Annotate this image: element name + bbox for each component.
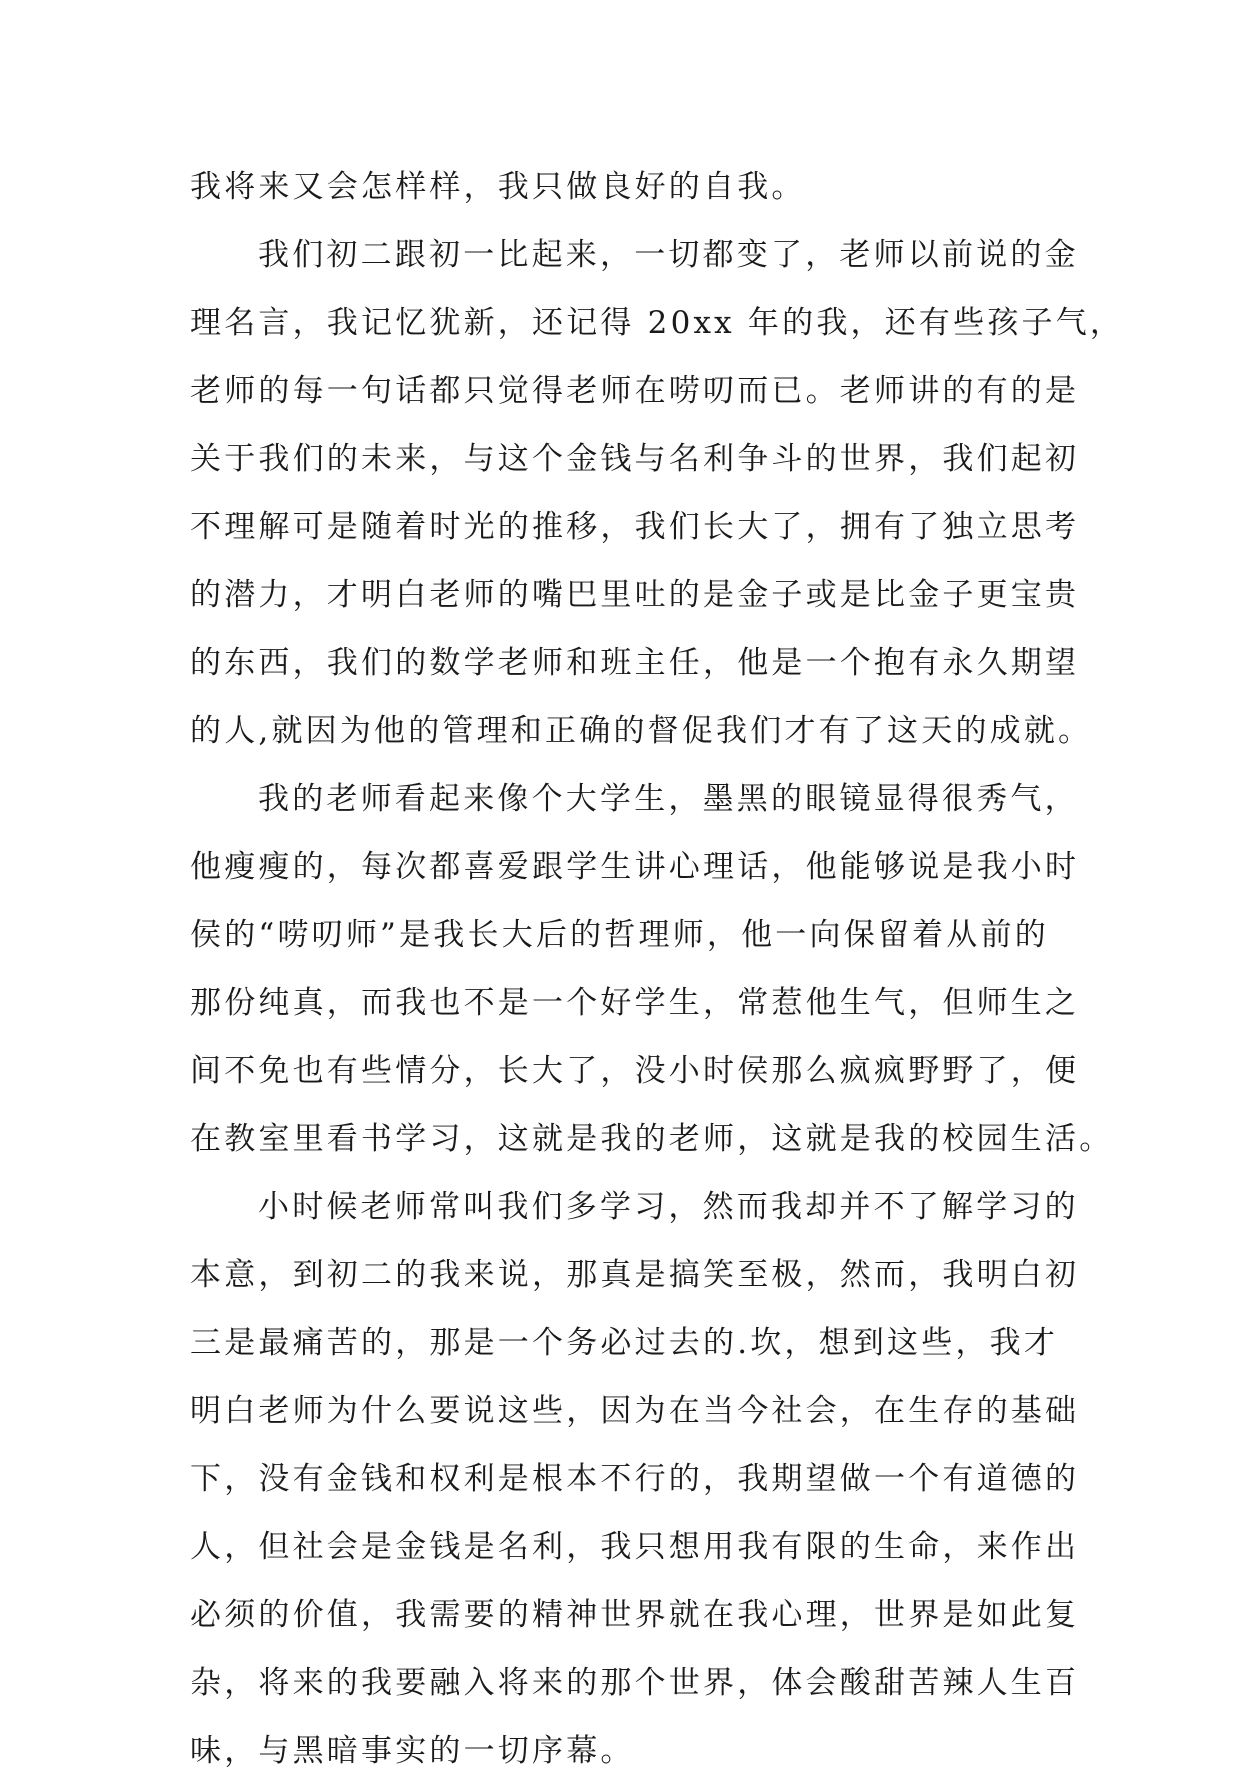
text-line: 本意，到初二的我来说，那真是搞笑至极，然而，我明白初 [190,1257,1080,1293]
text-line: 那份纯真，而我也不是一个好学生，常惹他生气，但师生之 [190,985,1080,1021]
text-line: 侯的“唠叨师”是我长大后的哲理师，他一向保留着从前的 [190,917,1049,953]
text-line: 三是最痛苦的，那是一个务必过去的.坎，想到这些，我才 [190,1325,1059,1361]
text-line: 明白老师为什么要说这些，因为在当今社会，在生存的基础 [190,1393,1080,1429]
text-line: 他瘦瘦的，每次都喜爱跟学生讲心理话，他能够说是我小时 [190,849,1080,885]
text-line: 必须的价值，我需要的精神世界就在我心理，世界是如此复 [190,1597,1080,1633]
text-line: 理名言，我记忆犹新，还记得 20xx 年的我，还有些孩子气， [190,305,1125,341]
text-line: 我的老师看起来像个大学生，墨黑的眼镜显得很秀气， [258,781,1079,817]
text-line: 味，与黑暗事实的一切序幕。 [190,1733,635,1769]
text-line: 的人,就因为他的管理和正确的督促我们才有了这天的成就。 [190,713,1093,749]
text-line: 老师的每一句话都只觉得老师在唠叨而已。老师讲的有的是 [190,373,1080,409]
text-line: 人，但社会是金钱是名利，我只想用我有限的生命，来作出 [190,1529,1080,1565]
document-body [190,153,1125,1785]
text-line: 关于我们的未来，与这个金钱与名利争斗的世界，我们起初 [190,441,1080,477]
text-line: 间不免也有些情分，长大了，没小时侯那么疯疯野野了，便 [190,1053,1080,1089]
text-line: 下，没有金钱和权利是根本不行的，我期望做一个有道德的 [190,1461,1080,1497]
text-line: 的潜力，才明白老师的嘴巴里吐的是金子或是比金子更宝贵 [190,577,1080,613]
text-line: 杂，将来的我要融入将来的那个世界，体会酸甜苦辣人生百 [190,1665,1080,1701]
text-line: 的东西，我们的数学老师和班主任，他是一个抱有永久期望 [190,645,1080,681]
text-line: 在教室里看书学习，这就是我的老师，这就是我的校园生活。 [190,1121,1114,1157]
text-line: 我将来又会怎样样，我只做良好的自我。 [190,169,806,205]
text-line: 我们初二跟初一比起来，一切都变了，老师以前说的金 [258,237,1079,273]
text-line: 不理解可是随着时光的推移，我们长大了，拥有了独立思考 [190,509,1080,545]
text-line: 小时候老师常叫我们多学习，然而我却并不了解学习的 [258,1189,1079,1225]
